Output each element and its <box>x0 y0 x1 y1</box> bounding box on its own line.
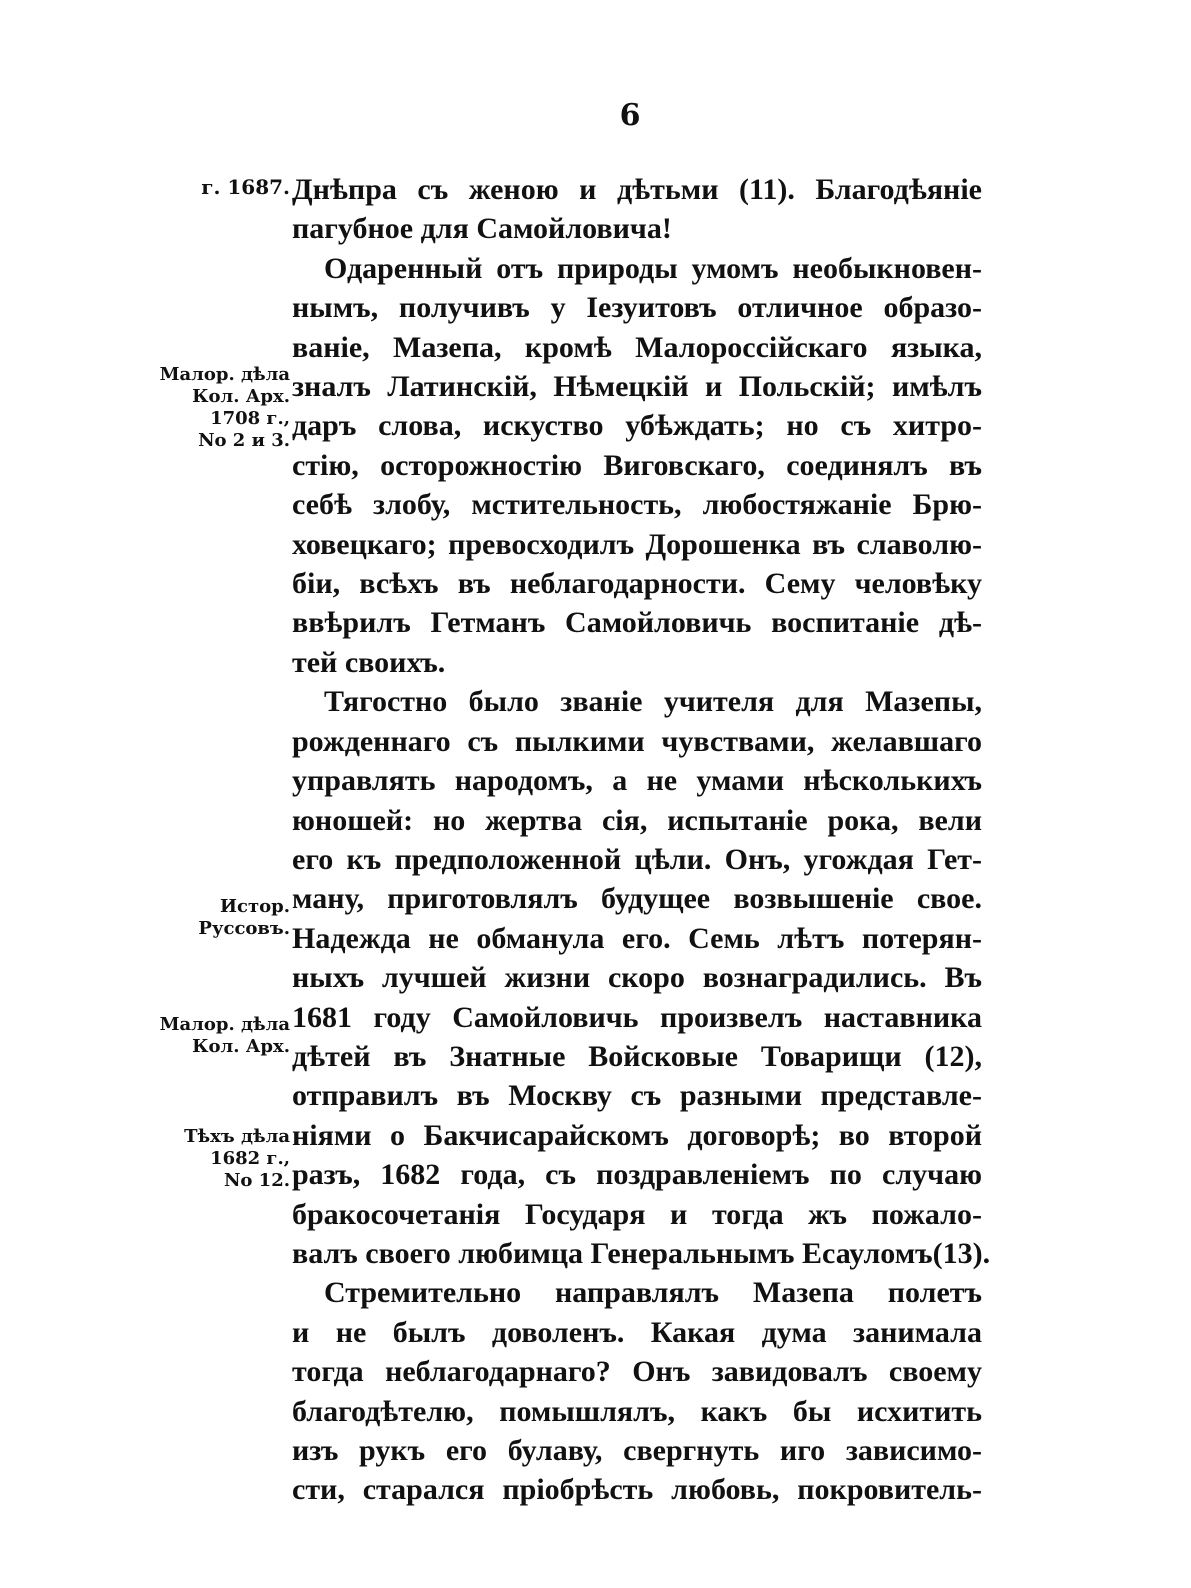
margin-note-year <box>140 176 290 198</box>
text-line: ныхъ лучшей жизни скоро вознаградились. Въ <box>292 961 982 995</box>
margin-line: No 12. <box>223 1170 290 1191</box>
text-line: нымъ, получивъ у Іезуитовъ отличное образо- <box>292 291 982 325</box>
margin-note-archive-1 <box>140 364 290 452</box>
margin-line: Истор. <box>220 896 290 917</box>
text-line: 1681 году Самойловичь произвелъ наставника <box>292 1000 982 1034</box>
margin-line: Тѣхъ дѣла <box>184 1126 290 1147</box>
text-line: и не былъ доволенъ. Какая дума занимала <box>292 1315 982 1349</box>
text-line: Тягостно было званіе учителя для Мазепы, <box>324 685 982 719</box>
text-line: дѣтей въ Знатные Войсковые Товарищи (12), <box>292 1039 982 1073</box>
text-line: сти, старался пріобрѣсть любовь, покровитель- <box>292 1473 982 1507</box>
text-line: даръ слова, искуство убѣждать; но съ хитро- <box>292 409 982 443</box>
margin-year-text: г. 1687. <box>201 175 290 199</box>
text-line: Стремительно направлялъ Мазепа полетъ <box>324 1276 982 1310</box>
text-line: стію, осторожностію Виговскаго, соединялъ въ <box>292 448 982 482</box>
text-line: управлять народомъ, а не умами нѣсколькихъ <box>292 764 982 798</box>
margin-line: Малор. дѣла <box>159 364 290 385</box>
margin-line: Кол. Арх. <box>192 1036 290 1057</box>
page-number: 6 <box>619 98 641 133</box>
text-line: юношей: но жертва сія, испытаніе рока, вели <box>292 803 982 837</box>
text-line: ввѣрилъ Гетманъ Самойловичь воспитаніе дѣ- <box>292 606 982 640</box>
margin-note-same-archive <box>140 1126 290 1192</box>
text-line: рожденнаго съ пылкими чувствами, желавшаго <box>292 724 982 758</box>
text-line: ховецкаго; превосходилъ Дорошенка въ славолю- <box>292 527 982 561</box>
text-line: изъ рукъ его булаву, свергнуть иго зависимо- <box>292 1434 982 1467</box>
text-line: благодѣтелю, помышлялъ, какъ бы исхитить <box>292 1394 982 1428</box>
text-line: его къ предположенной цѣли. Онъ, угождая Гет- <box>292 842 982 876</box>
text-line: отправилъ въ Москву съ разными представле- <box>292 1079 982 1113</box>
text-line: Надежда не обманула его. Семь лѣтъ потерян- <box>292 921 982 955</box>
text-line: ніями о Бакчисарайскомъ договорѣ; во второй <box>292 1118 982 1152</box>
text-line: тогда неблагодарнаго? Онъ завидовалъ своему <box>292 1355 982 1389</box>
text-line: ману, приготовлялъ будущее возвышеніе свое. <box>292 882 982 916</box>
text-line: пагубное для Самойловича! <box>292 212 672 246</box>
text-line: бракосочетанія Государя и тогда жъ пожало- <box>292 1197 982 1231</box>
margin-line: 1682 г., <box>210 1148 290 1169</box>
text-line: тей своихъ. <box>292 645 446 679</box>
text-line: себѣ злобу, мстительность, любостяжаніе Брю- <box>292 488 982 522</box>
text-line: біи, всѣхъ въ неблагодарности. Сему человѣку <box>292 567 982 601</box>
text-line: Одаренный отъ природы умомъ необыкновен- <box>324 251 982 285</box>
text-line: разъ, 1682 года, съ поздравленіемъ по случаю <box>292 1158 982 1192</box>
text-line: ваніе, Мазепа, кромѣ Малороссійскаго языка, <box>292 330 982 364</box>
text-line: валъ своего любимца Генеральнымъ Есауломъ(13). <box>292 1236 991 1270</box>
margin-note-history <box>140 896 290 940</box>
margin-line: Руссовъ. <box>198 918 290 939</box>
text-line: Днѣпра съ женою и дѣтьми (11). Благодѣяніе <box>292 173 982 206</box>
text-line: зналъ Латинскій, Нѣмецкій и Польскій; имѣлъ <box>292 370 982 404</box>
margin-line: No 2 и 3. <box>198 430 290 451</box>
margin-line: Малор. дѣла <box>159 1014 290 1035</box>
body-text <box>292 170 991 1510</box>
margin-line: Кол. Арх. <box>192 386 290 407</box>
margin-note-archive-2 <box>140 1014 290 1058</box>
margin-line: 1708 г., <box>210 408 290 429</box>
